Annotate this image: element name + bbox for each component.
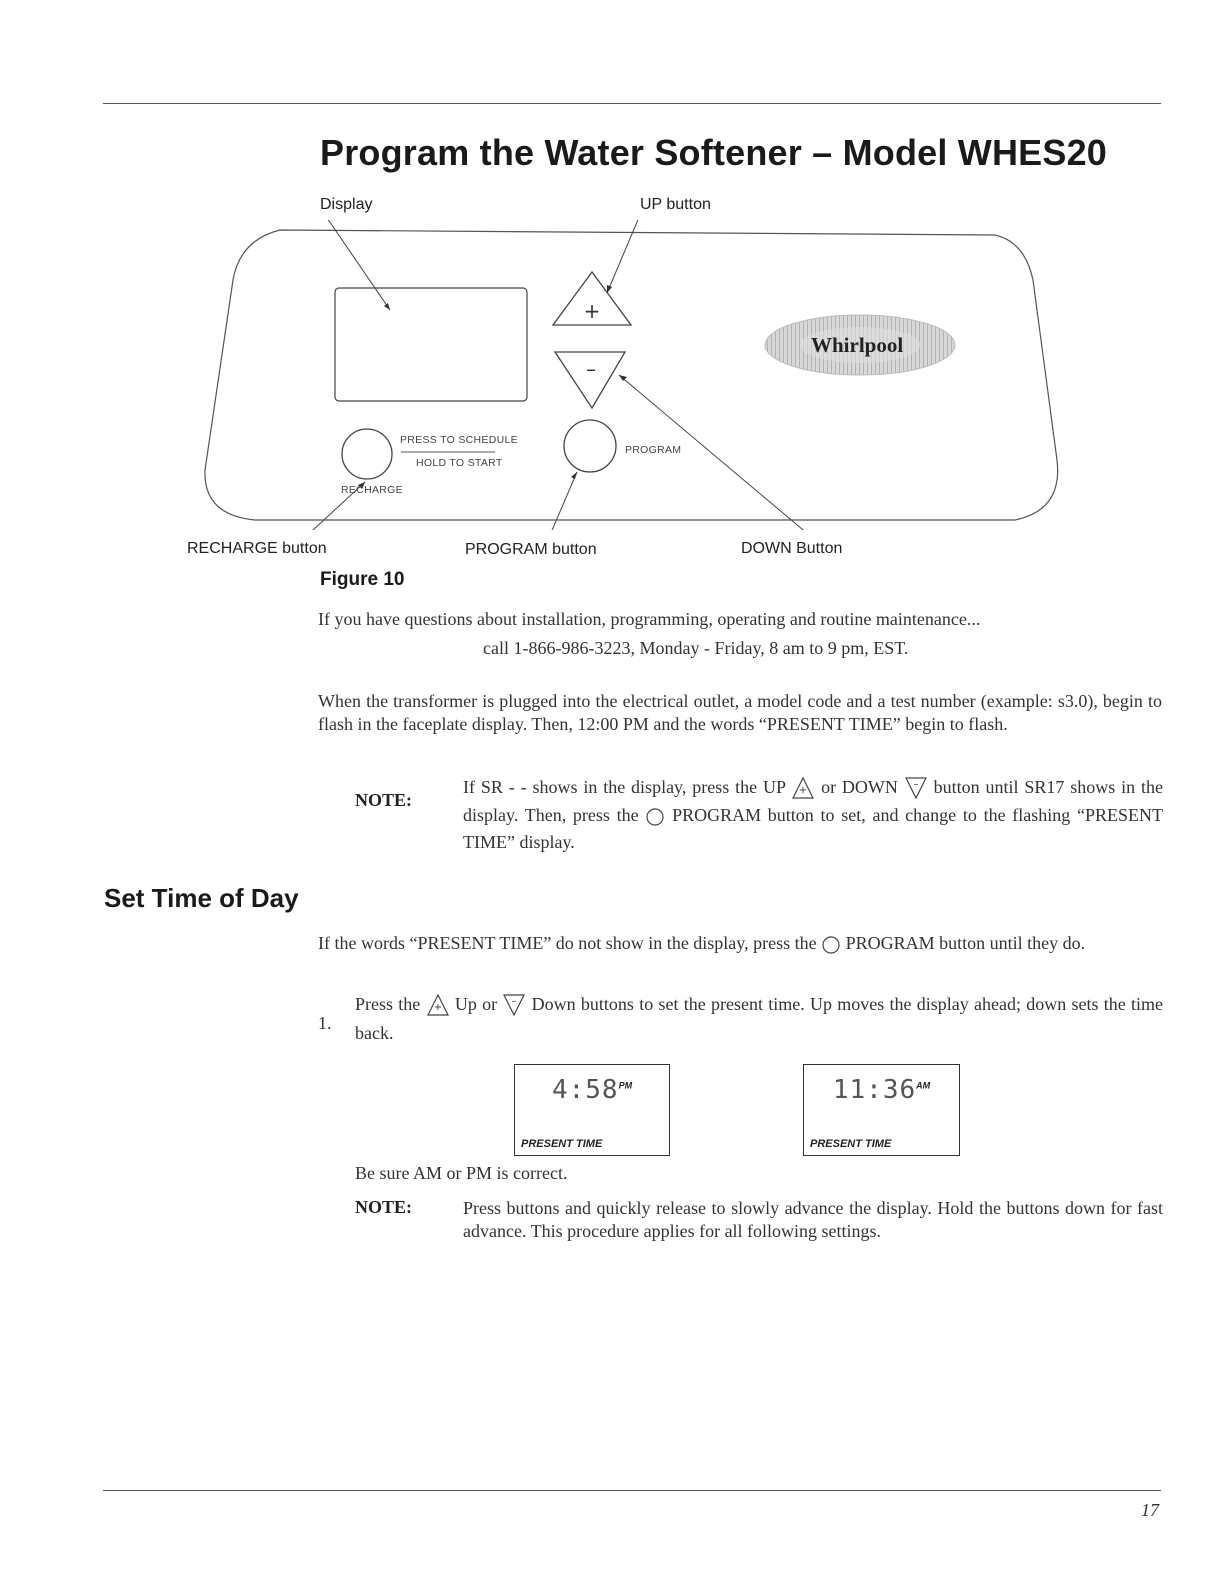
svg-text:–: – <box>913 778 919 790</box>
press-to-schedule-label: PRESS TO SCHEDULE <box>400 434 518 446</box>
down-triangle-icon <box>904 776 928 802</box>
lcd-digits <box>515 1075 669 1105</box>
note-1-label: NOTE: <box>355 790 413 810</box>
program-button-callout: PROGRAM button <box>465 541 597 558</box>
questions-line-2: call 1-866-986-3223, Monday - Friday, 8 am to 9 pm, EST. <box>483 638 909 658</box>
hold-to-start-label: HOLD TO START <box>416 457 503 469</box>
note-1-part-3: button until SR17 shows in the display. Then, press the <box>463 777 1164 825</box>
lcd-digits <box>804 1075 959 1105</box>
page-number: 17 <box>1141 1500 1159 1520</box>
lcd-label: PRESENT TIME <box>521 1138 603 1150</box>
step-1-part-3: Down buttons to set the present time. Up moves the display ahead; down sets the time back. <box>355 994 1164 1043</box>
questions-line-1: If you have questions about installation, programming, operating and routine maintenance... <box>318 609 981 629</box>
program-circle-icon <box>645 807 665 827</box>
program-panel-label: PROGRAM <box>625 444 682 456</box>
present-time-part-2: PROGRAM button until they do. <box>845 933 1086 953</box>
faceplate-outline <box>205 230 1058 520</box>
lcd-time: 4:58 <box>551 1075 619 1105</box>
svg-text:+: + <box>433 1001 442 1013</box>
up-triangle-icon <box>426 993 450 1019</box>
lcd-label: PRESENT TIME <box>810 1138 892 1150</box>
display-window <box>335 288 527 401</box>
section-heading: Set Time of Day <box>104 883 299 913</box>
lcd-ampm: PM <box>618 1080 633 1091</box>
up-button-callout: UP button <box>640 196 711 213</box>
down-button-callout: DOWN Button <box>741 540 843 557</box>
transformer-paragraph: When the transformer is plugged into the electrical outlet, a model code and a test number (example: s3.0), begin to flash in the faceplate display. Then, 12:00 PM and the words “PRESENT TIME” begin to flash. <box>318 691 1162 734</box>
step-1-number: 1. <box>318 1013 332 1033</box>
svg-text:–: – <box>511 995 517 1007</box>
lcd-time: 11:36 <box>832 1075 917 1105</box>
note-1-text <box>463 774 1163 856</box>
bottom-rule <box>103 1490 1161 1491</box>
lcd-display-pm <box>514 1064 670 1156</box>
recharge-circle <box>342 429 392 479</box>
program-circle <box>564 420 616 472</box>
up-triangle-icon <box>791 776 815 802</box>
lcd-display-am <box>803 1064 960 1156</box>
note-2-text: Press buttons and quickly release to slowly advance the display. Hold the buttons down for fast advance. This procedure applies for all following settings. <box>463 1198 1163 1241</box>
down-triangle-icon <box>502 993 526 1019</box>
svg-text:+: + <box>583 299 601 323</box>
page-title: Program the Water Softener – Model WHES20 <box>320 132 1108 173</box>
am-pm-check: Be sure AM or PM is correct. <box>355 1163 568 1183</box>
present-time-paragraph <box>318 931 1162 956</box>
control-panel-figure <box>195 220 1075 530</box>
program-circle-icon <box>821 935 841 955</box>
note-1-part-2: or DOWN <box>821 777 898 797</box>
lcd-ampm: AM <box>916 1080 931 1091</box>
step-1-text <box>355 990 1163 1047</box>
recharge-panel-label: RECHARGE <box>341 484 403 496</box>
note-1-part-4: PROGRAM button to set, and change to the flashing “PRESENT TIME” display. <box>463 804 1163 852</box>
recharge-button-callout: RECHARGE button <box>187 540 327 557</box>
note-1-part-1: If SR - - shows in the display, press the UP <box>463 777 786 797</box>
figure-caption: Figure 10 <box>320 569 405 590</box>
step-1-part-2: Up or <box>454 994 498 1014</box>
whirlpool-logo-text: Whirlpool <box>811 333 904 357</box>
top-rule <box>103 103 1161 104</box>
step-1-part-1: Press the <box>355 994 421 1014</box>
svg-text:+: + <box>798 784 808 796</box>
svg-text:–: – <box>586 357 596 381</box>
display-callout: Display <box>320 196 373 213</box>
note-2-label: NOTE: <box>355 1197 413 1217</box>
present-time-part-1: If the words “PRESENT TIME” do not show in the display, press the <box>318 933 817 953</box>
